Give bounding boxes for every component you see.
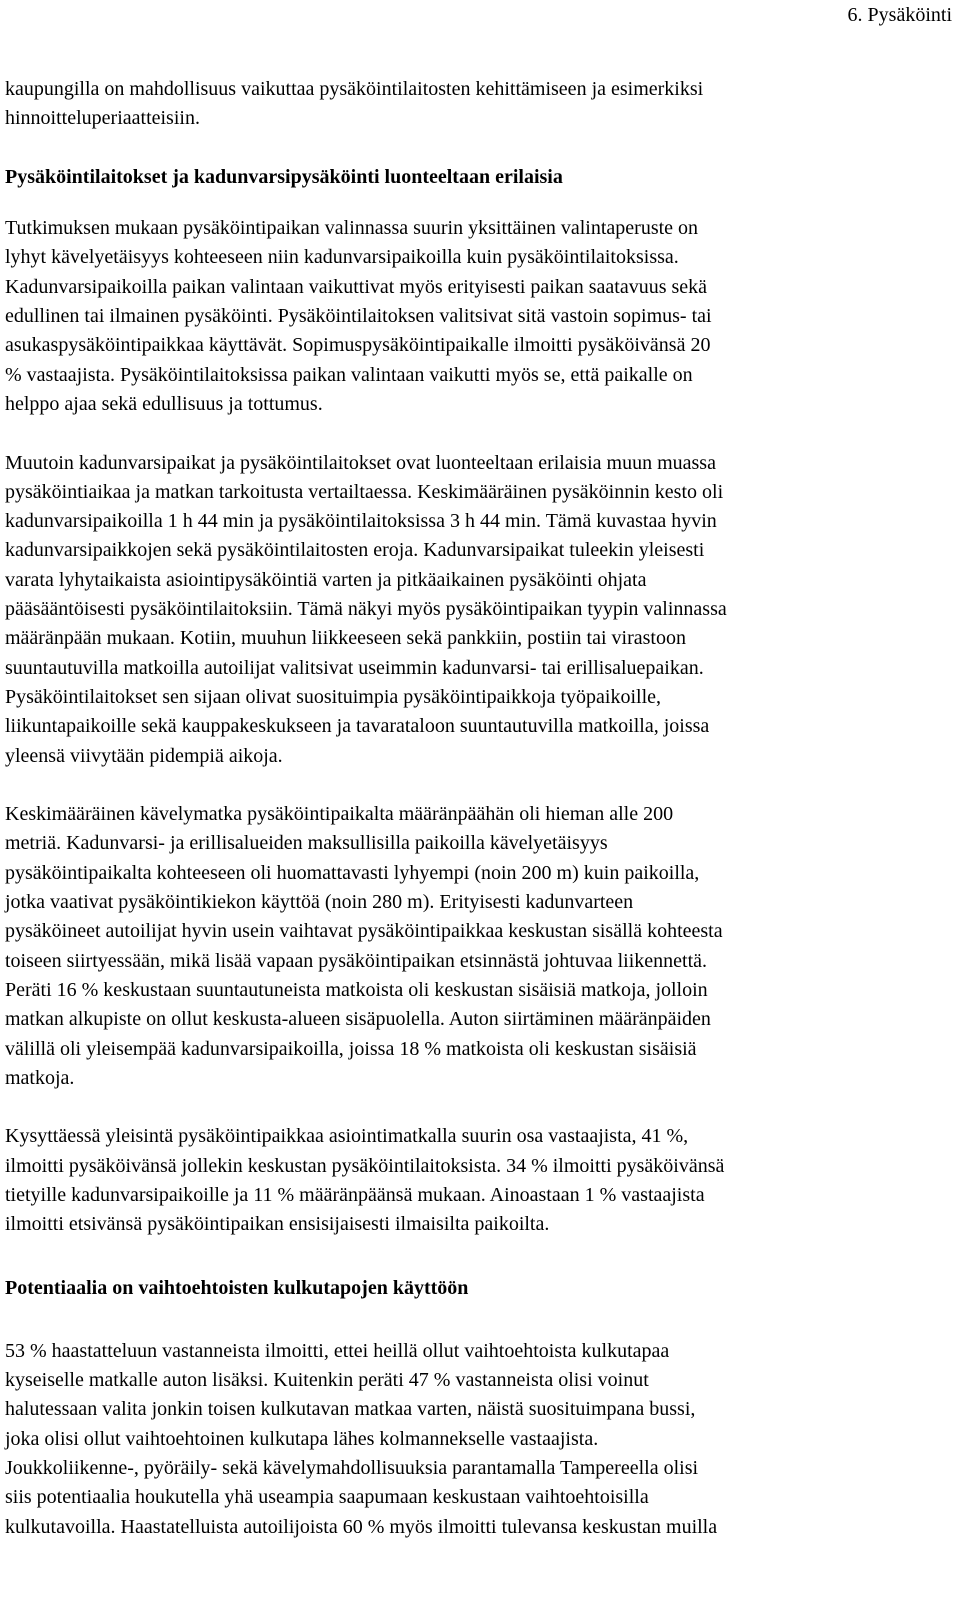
text-line: matkoja. [5,1066,75,1089]
text-line: 53 % haastatteluun vastanneista ilmoitti, ettei heillä ollut vaihtoehtoista kulkutapaa [5,1339,670,1362]
text-line: määränpään mukaan. Kotiin, muuhun liikkeeseen sekä pankkiin, postiin tai virastoon [5,627,686,650]
text-line: Kadunvarsipaikoilla paikan valintaan vaikuttivat myös erityisesti paikan saatavuus sekä [5,275,708,298]
text-line: ilmoitti etsivänsä pysäköintipaikan ensisijaisesti ilmaisilta paikoilta. [5,1213,550,1236]
text-line: kyseiselle matkalle auton lisäksi. Kuitenkin peräti 47 % vastanneista olisi voinut [5,1369,649,1392]
text-line: Keskimääräinen kävelymatka pysäköintipaikalta määränpäähän oli hieman alle 200 [5,803,674,826]
text-line: halutessaan valita jonkin toisen kulkutavan matkaa varten, näistä suosituimpana bussi, [5,1398,696,1421]
section-heading: Pysäköintilaitokset ja kadunvarsipysäköinti luonteeltaan erilaisia [5,165,563,188]
text-line: kadunvarsipaikkojen sekä pysäköintilaitosten eroja. Kadunvarsipaikat tuleekin yleisesti [5,539,705,562]
text-line: helppo ajaa sekä edullisuus ja tottumus. [5,392,323,415]
text-line: pysäköineet autoilijat hyvin usein vaihtavat pysäköintipaikkaa keskustan sisällä kohteesta [5,920,723,943]
text-line: jotka vaativat pysäköintikiekon käyttöä (noin 280 m). Erityisesti kadunvarteen [5,891,634,914]
paragraph-common-parking [5,1122,957,1239]
text-line: toiseen siirtyessään, mikä lisää vapaan pysäköintipaikan etsinnästä johtuvaa liikennettä. [5,949,708,972]
text-line: asukaspysäköintipaikkaa käyttävät. Sopimuspysäköintipaikalle ilmoitti pysäköivänsä 20 [5,334,711,357]
text-line: Muutoin kadunvarsipaikat ja pysäköintilaitokset ovat luonteeltaan erilaisia muun muassa [5,451,716,474]
text-line: % vastaajista. Pysäköintilaitoksissa paikan valintaan vaikutti myös se, että paikalle on [5,363,693,386]
text-line: Peräti 16 % keskustaan suuntautuneista matkoista oli keskustan sisäisiä matkoja, jolloin [5,978,708,1001]
text-line: tietyille kadunvarsipaikoille ja 11 % määränpäänsä mukaan. Ainoastaan 1 % vastaajista [5,1183,705,1206]
paragraph-walking-distance [5,800,957,1093]
text-line: varata lyhytaikaista asiointipysäköintiä varten ja pitkäaikainen pysäköinti ohjata [5,568,647,591]
text-line: Pysäköintilaitokset sen sijaan olivat suosituimpia pysäköintipaikkoja työpaikoille, [5,685,662,708]
text-line: suuntautuvilla matkoilla autoilijat valitsivat useimmin kadunvarsi- tai erillisaluepaikan. [5,656,704,679]
text-line: Kysyttäessä yleisintä pysäköintipaikkaa asiointimatkalla suurin osa vastaajista, 41 %, [5,1125,689,1148]
running-header: 6. Pysäköinti [847,4,952,26]
text-line: liikuntapaikoille sekä kauppakeskukseen ja tavarataloon suuntautuvilla matkoilla, joissa [5,715,710,738]
text-line: Tutkimuksen mukaan pysäköintipaikan valinnassa suurin yksittäinen valintaperuste on [5,217,699,240]
text-line: hinnoitteluperiaatteisiin. [5,107,200,130]
text-line: kulkutavoilla. Haastatelluista autoilijoista 60 % myös ilmoitti tulevansa keskustan muilla [5,1515,718,1538]
paragraph-alternative-modes [5,1337,957,1542]
text-line: joka olisi ollut vaihtoehtoinen kulkutapa lähes kolmannekselle vastaajista. [5,1427,599,1450]
text-line: pysäköintiaikaa ja matkan tarkoitusta vertailtaessa. Keskimääräinen pysäköinnin kesto oli [5,480,724,503]
text-line: yleensä viivytään pidempiä aikoja. [5,744,283,767]
text-line: matkan alkupiste on ollut keskusta-alueen sisäpuolella. Auton siirtäminen määränpäiden [5,1008,711,1031]
text-line: pääsääntöisesti pysäköintilaitoksiin. Tämä näkyi myös pysäköintipaikan tyypin valinnassa [5,598,727,621]
text-line: pysäköintipaikalta kohteeseen oli huomattavasti lyhyempi (noin 200 m) kuin paikoilla, [5,861,700,884]
text-line: ilmoitti pysäköivänsä jollekin keskustan pysäköintilaitoksista. 34 % ilmoitti pysäköivänsä [5,1154,725,1177]
text-line: välillä oli yleisempää kadunvarsipaikoilla, joissa 18 % matkoista oli keskustan sisäisiä [5,1037,697,1060]
text-line: metriä. Kadunvarsi- ja erillisalueiden maksullisilla paikoilla kävelyetäisyys [5,832,608,855]
paragraph-intro [5,75,957,134]
text-line: edullinen tai ilmainen pysäköinti. Pysäköintilaitoksen valitsivat sitä vastoin sopimus- tai [5,305,712,328]
text-line: kaupungilla on mahdollisuus vaikuttaa pysäköintilaitosten kehittämiseen ja esimerkiksi [5,78,704,100]
paragraph-parking-duration [5,449,957,771]
paragraph-selection-criteria [5,214,957,419]
text-line: kadunvarsipaikoilla 1 h 44 min ja pysäköintilaitoksissa 3 h 44 min. Tämä kuvastaa hyvin [5,510,717,533]
text-line: siis potentiaalia houkutella yhä useampia saapumaan keskustaan vaihtoehtoisilla [5,1486,649,1509]
text-line: lyhyt kävelyetäisyys kohteeseen niin kadunvarsipaikoilla kuin pysäköintilaitoksissa. [5,246,679,269]
page-content [5,75,957,1542]
section-heading: Potentiaalia on vaihtoehtoisten kulkutapojen käyttöön [5,1276,469,1299]
text-line: Joukkoliikenne-, pyöräily- sekä kävelymahdollisuuksia parantamalla Tampereella olisi [5,1457,699,1480]
